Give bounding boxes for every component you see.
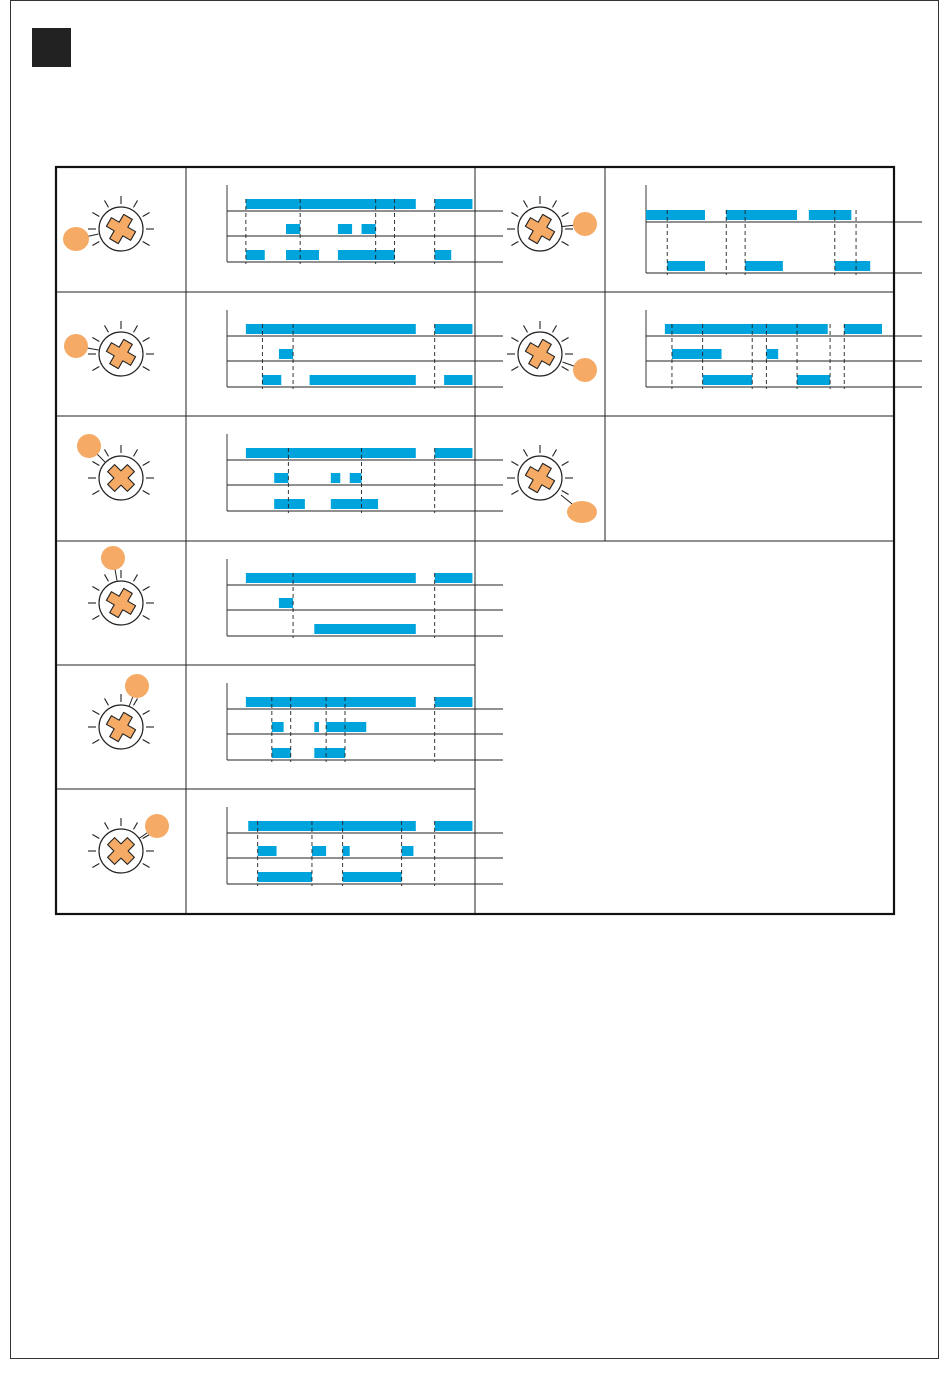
dial-tick-mark (92, 213, 99, 217)
timing-pulse (444, 375, 472, 385)
dial-tick-mark (511, 367, 518, 371)
timing-pulse (338, 250, 395, 260)
timing-pulse (246, 573, 416, 583)
timing-pulse (703, 375, 753, 385)
dial-position-indicator (145, 814, 169, 838)
dial-knob-cross (525, 339, 554, 368)
dial-position-indicator (64, 334, 88, 358)
timing-pulse (258, 872, 312, 882)
dial-tick-mark (511, 242, 518, 246)
dial-tick-mark (105, 449, 109, 456)
timing-pulse (844, 324, 882, 334)
timing-pulse (246, 697, 416, 707)
dial-knob-cross (525, 214, 554, 243)
timing-pulse (435, 448, 473, 458)
dial-knob-cross (106, 214, 135, 243)
dial-tick-mark (524, 325, 528, 332)
dial-position-indicator (63, 227, 89, 251)
dial-tick-mark (134, 200, 138, 207)
dial-tick-mark (511, 338, 518, 342)
dial-top (88, 546, 154, 625)
timing-pulse (258, 846, 277, 856)
timing-pulse (435, 199, 473, 209)
dial-tick-mark (134, 574, 138, 581)
dial-tick-mark (134, 698, 138, 705)
timing-pulse (310, 375, 416, 385)
dial-tick-mark (92, 835, 99, 839)
timing-diagram (227, 185, 503, 264)
timing-pulse (435, 821, 473, 831)
dial-tick-mark (524, 449, 528, 456)
dial-tick-mark (105, 325, 109, 332)
timing-pulse (248, 821, 416, 831)
dial-knob-cross (525, 463, 554, 492)
timing-pulse (246, 448, 416, 458)
timing-pulse (272, 722, 284, 732)
timing-pulse (246, 199, 416, 209)
timing-pulse (672, 349, 722, 359)
timing-pulse (286, 250, 319, 260)
dial-tick-mark (511, 213, 518, 217)
dial-tick-mark (105, 200, 109, 207)
dial-tick-mark (562, 338, 569, 342)
dial-upper-right (88, 814, 169, 873)
dial-tick-mark (105, 698, 109, 705)
dial-knob-cross (106, 712, 135, 741)
dial-position-indicator (125, 674, 149, 698)
dial-tick-mark (134, 325, 138, 332)
timing-diagram (646, 310, 922, 389)
dial-tick-mark (553, 325, 557, 332)
dial-position-indicator (573, 358, 597, 382)
dial-top-right (88, 674, 154, 749)
timing-pulse (350, 473, 362, 483)
timing-pulse (331, 499, 378, 509)
timing-diagram (227, 559, 503, 638)
dial-tick-mark (524, 200, 528, 207)
dial-left (63, 196, 154, 251)
timing-pulse (343, 872, 402, 882)
dial-tick-mark (143, 338, 150, 342)
dial-tick-mark (562, 462, 569, 466)
timing-pulse (402, 846, 414, 856)
timing-pulse (435, 573, 473, 583)
timing-pulse (274, 499, 305, 509)
timing-pulse (766, 349, 778, 359)
timing-pulse (726, 210, 797, 220)
dial-tick-mark (92, 587, 99, 591)
dial-tick-mark (143, 616, 150, 620)
dial-knob-cross (106, 588, 135, 617)
timing-pulse (809, 210, 851, 220)
dial-tick-mark (143, 864, 150, 868)
timing-pulse (435, 324, 473, 334)
timing-pulse (331, 473, 340, 483)
dial-tick-mark (92, 711, 99, 715)
dial-position-indicator (77, 434, 101, 458)
dial-tick-mark (143, 740, 150, 744)
timing-pulse (279, 598, 293, 608)
timing-pulse (262, 375, 281, 385)
dial-position-indicator (573, 212, 597, 236)
dial-tick-mark (105, 574, 109, 581)
dial-tick-mark (143, 213, 150, 217)
dial-tick-mark (511, 462, 518, 466)
dial-tick-mark (562, 242, 569, 246)
timing-pulse (835, 261, 870, 271)
timing-pulse (272, 748, 291, 758)
dial-tick-mark (92, 864, 99, 868)
timing-pulse (646, 210, 705, 220)
dial-tick-mark (134, 449, 138, 456)
dial-tick-mark (562, 213, 569, 217)
dial-knob-cross (106, 339, 135, 368)
timing-diagram-table (56, 167, 894, 914)
dial-tick-mark (143, 587, 150, 591)
timing-diagram (227, 807, 503, 886)
timing-pulse (314, 722, 319, 732)
timing-pulse (246, 250, 265, 260)
timing-pulse (246, 324, 416, 334)
timing-diagram (227, 434, 503, 513)
timing-pulse (338, 224, 352, 234)
timing-pulse (667, 261, 705, 271)
timing-pulse (435, 697, 473, 707)
timing-pulse (362, 224, 376, 234)
timing-diagram (646, 185, 922, 275)
timing-pulse (312, 846, 326, 856)
dial-tick-mark (92, 242, 99, 246)
timing-pulse (314, 748, 345, 758)
dial-tick-mark (143, 367, 150, 371)
dial-bottom-right (507, 321, 597, 382)
section-marker-icon (32, 28, 71, 67)
dial-tick-mark (92, 462, 99, 466)
dial-upper-left (77, 434, 154, 500)
dial-tick-mark (553, 449, 557, 456)
timing-pulse (797, 375, 830, 385)
dial-right (507, 196, 597, 251)
dial-tick-mark (92, 491, 99, 495)
timing-pulse (274, 473, 288, 483)
timing-pulse (435, 250, 452, 260)
timing-pulse (326, 722, 366, 732)
timing-pulse (665, 324, 828, 334)
dial-lower-right-far (507, 445, 597, 523)
timing-pulse (343, 846, 350, 856)
dial-tick-mark (511, 491, 518, 495)
dial-position-indicator (101, 546, 125, 570)
dial-tick-mark (134, 822, 138, 829)
dial-tick-mark (553, 200, 557, 207)
dial-tick-mark (92, 338, 99, 342)
timing-pulse (286, 224, 300, 234)
dial-tick-mark (562, 367, 569, 371)
dial-tick-mark (92, 367, 99, 371)
dial-tick-mark (92, 616, 99, 620)
dial-left-low (64, 321, 154, 376)
timing-pulse (314, 624, 415, 634)
dial-tick-mark (92, 740, 99, 744)
dial-tick-mark (143, 491, 150, 495)
dial-tick-mark (143, 711, 150, 715)
timing-pulse (279, 349, 293, 359)
dial-position-indicator (567, 501, 597, 523)
dial-tick-mark (562, 491, 569, 495)
timing-diagram (227, 310, 503, 389)
dial-tick-mark (105, 822, 109, 829)
dial-tick-mark (143, 462, 150, 466)
timing-diagram (227, 683, 503, 762)
timing-pulse (745, 261, 783, 271)
dial-tick-mark (143, 242, 150, 246)
